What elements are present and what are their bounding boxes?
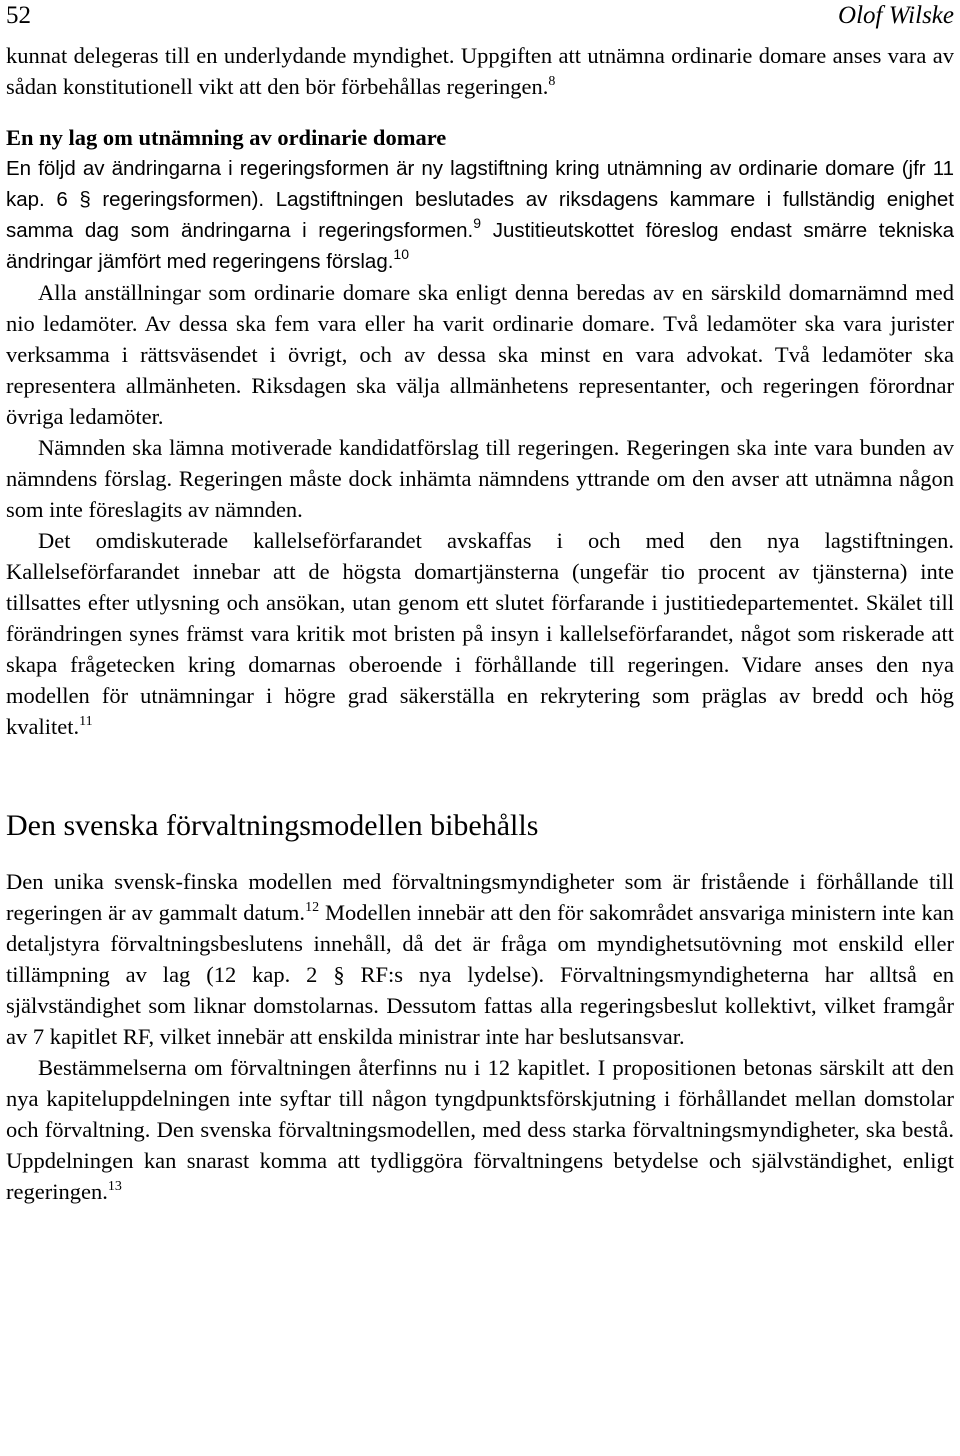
paragraph-judicial-board: Alla anställningar som ordinarie domare ska enligt denna beredas av en särskild domarnämnd med nio ledamöter. Av dessa ska fem vara eller ha varit ordinarie domare. Två ledamöter ska vara jurister verksamma i rättsväsendet i övrigt, och av dessa ska minst en vara advokat. Två ledamöter ska representera allmänheten. Riksdagen ska välja allmänhetens representanter, och regeringen förordnar övriga ledamöter. [6, 280, 954, 429]
footnote-ref-10[interactable]: 10 [393, 246, 409, 262]
subheading-new-law: En ny lag om utnämning av ordinarie domare [6, 125, 447, 150]
paragraph-text: Bestämmelserna om förvaltningen återfinns nu i 12 kapitlet. I propositionen betonas särskilt att den nya kapiteluppdelningen inte syftar till någon tyngdpunktsförskjutning i förhållandet mellan domstolar och förvaltning. Den svenska förvaltningsmodellen, med dess starka förvaltningsmyndigheter, ska bestå. Uppdelningen kan snarast komma att tydliggöra förvaltningens betydelse och självständighet, enligt regeringen. [6, 1055, 954, 1204]
paragraph-chapter-12 [6, 1052, 954, 1207]
paragraph-text: kunnat delegeras till en underlydande myndighet. Uppgiften att utnämna ordinarie domare anses vara av sådan konstitutionell vikt att den bör förbehållas regeringen. [6, 43, 954, 99]
running-author: Olof Wilske [838, 2, 954, 29]
section-heading-administrative-model: Den svenska förvaltningsmodellen bibehålls [6, 809, 539, 842]
paragraph-text: Modellen innebär att den för sakområdet ansvariga ministern inte kan detaljstyra förvaltningsbeslutens innehåll, då det är fråga om myndighetsutövning mot enskild eller tillämpning av lag (12 kap. 2 § RF:s nya lydelse). Förvaltningsmyndigheterna har alltså en självständighet som liknar domstolarnas. Dessutom fattas alla regeringsbeslut kollektivt, vilket framgår av 7 kapitlet RF, vilket innebär att enskilda ministrar inte har beslutsansvar. [6, 900, 954, 1049]
paragraph-swedish-finnish-model [6, 866, 954, 1052]
document-page [6, 0, 954, 1207]
paragraph-calling-procedure [6, 525, 954, 742]
paragraph-text: Justitieutskottet föreslog endast smärre tekniska ändringar jämfört med regeringens förslag. [6, 219, 955, 273]
footnote-ref-9[interactable]: 9 [473, 215, 482, 231]
paragraph-board-proposals: Nämnden ska lämna motiverade kandidatförslag till regeringen. Regeringen ska inte vara bunden av nämndens förslag. Regeringen måste dock inhämta nämndens yttrande om den avser att utnämna någon som inte föreslagits av nämnden. [6, 435, 954, 522]
paragraph-new-legislation [6, 153, 954, 277]
footnote-ref-12[interactable]: 12 [305, 900, 320, 915]
footnote-ref-13[interactable]: 13 [107, 1179, 122, 1194]
footnote-ref-11[interactable]: 11 [79, 714, 93, 729]
paragraph-text: Den unika svensk-finska modellen med förvaltningsmyndigheter som är fristående i förhållande till regeringen är av gammalt datum. [6, 869, 954, 925]
running-header [6, 0, 954, 40]
page-number: 52 [6, 2, 31, 29]
paragraph-delegation [6, 40, 954, 102]
paragraph-text: En följd av ändringarna i regeringsformen är ny lagstiftning kring utnämning av ordinarie domare (jfr 11 kap. 6 § regeringsformen). [6, 157, 954, 211]
paragraph-text: Det omdiskuterade kallelseförfarandet avskaffas i och med den nya lagstiftningen. Kallelseförfarandet innebar att de högsta domartjänsterna (ungefär tio procent av tjänsterna) inte tillsattes efter utlysning och ansökan, utan genom ett slutet förfarande i justitiedepartementet. Skälet till förändringen synes främst vara kritik mot bristen på insyn i kallelseförfarandet, något som riskerade att skapa frågetecken kring domarnas oberoende i förhållande till regeringen. Vidare anses den nya modellen för utnämningar i högre grad säkerställa en rekrytering som präglas av bredd och hög kvalitet. [6, 528, 954, 739]
paragraph-text: Lagstiftningen beslutades av riksdagens kammare i fullständig enighet samma dag som ändringarna i regeringsformen. [6, 188, 954, 242]
footnote-ref-8[interactable]: 8 [548, 74, 556, 89]
